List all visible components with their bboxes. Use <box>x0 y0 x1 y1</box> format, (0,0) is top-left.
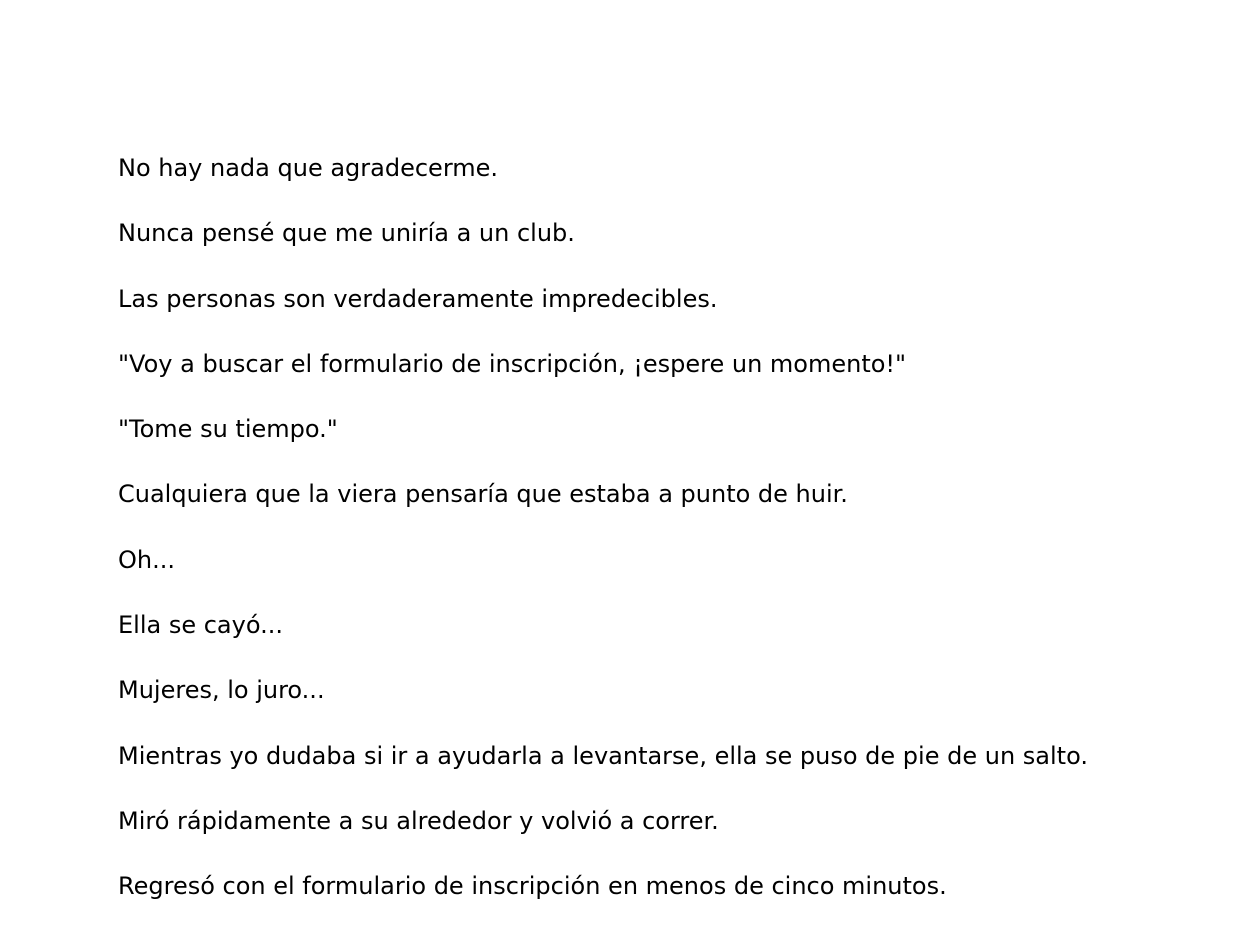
paragraph-3: Las personas son verdaderamente impredecibles. <box>118 284 718 313</box>
paragraph-6: Cualquiera que la viera pensaría que estaba a punto de huir. <box>118 480 848 509</box>
paragraph-5: "Tome su tiempo." <box>118 415 338 444</box>
paragraph-8: Ella se cayó... <box>118 611 283 640</box>
paragraph-11: Miró rápidamente a su alrededor y volvió a correr. <box>118 806 719 835</box>
paragraph-1: No hay nada que agradecerme. <box>118 154 499 182</box>
paragraph-2: Nunca pensé que me uniría a un club. <box>118 219 575 248</box>
paragraph-10: Mientras yo dudaba si ir a ayudarla a levantarse, ella se puso de pie de un salto. <box>118 741 1088 770</box>
paragraph-9: Mujeres, lo juro... <box>118 676 325 705</box>
paragraph-7: Oh... <box>118 545 175 574</box>
paragraph-4: "Voy a buscar el formulario de inscripción, ¡espere un momento!" <box>118 349 907 378</box>
document-body <box>118 150 1218 934</box>
paragraph-12: Regresó con el formulario de inscripción en menos de cinco minutos. <box>118 872 947 901</box>
